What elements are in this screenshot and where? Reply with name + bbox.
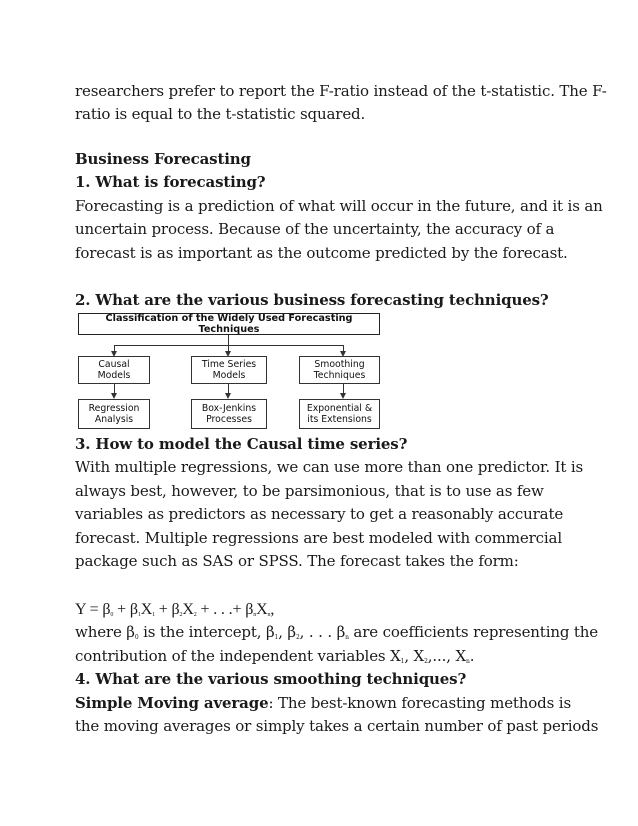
box-label: Models [97,370,131,381]
box-label: Regression [88,402,140,414]
text-line [75,692,570,715]
term-definition: : The best-known forecasting methods is [268,693,571,712]
text-line: always best, however, to be parsimonious, that is to use as few [75,481,544,500]
text-line: contribution of the independent variables $X_1$, $X_2$,..., $X_n$. [75,646,475,665]
question-heading: 2. What are the various business forecasting techniques? [75,291,549,309]
text-line: where $\beta_0$ is the intercept, $\beta_1$, $\beta_2$, . . . $\beta_n$ are coefficients representing the [75,623,599,642]
diagram-title: Classification of the Widely Used Forecasting Techniques [105,312,353,335]
text-line: forecast. Multiple regressions are best modeled with commercial [75,528,562,547]
text-line: researchers prefer to report the F-ratio instead of the t-statistic. The F- [75,82,607,100]
text-line: Forecasting is a prediction of what will occur in the future, and it is an [75,196,603,215]
text-line: package such as SAS or SPSS. The forecast takes the form: [75,551,519,570]
box-label: Techniques [313,370,366,381]
box-label: Exponential & [306,402,373,414]
box-label: Box-Jenkins [201,402,257,414]
question-3-section [75,433,584,573]
forecasting-classification-diagram [78,313,382,431]
causal-models-box [78,356,150,384]
intro-paragraph [75,80,607,127]
forecasting-section [75,148,603,265]
diagram-title-box [78,313,380,335]
smoothing-techniques-box [299,356,380,384]
question-heading: 4. What are the various smoothing techniques? [75,670,467,689]
time-series-models-box [191,356,267,384]
question-2 [75,289,570,312]
box-label: Smoothing [314,358,365,370]
section-title: Business Forecasting [75,150,251,168]
text-line: ratio is equal to the t-statistic squared. [75,105,366,124]
box-jenkins-box [191,399,267,429]
box-label: Causal [98,358,130,370]
box-label: Processes [206,414,252,425]
question-heading: 1. What is forecasting? [75,173,266,192]
text-line: uncertain process. Because of the uncertainty, the accuracy of a [75,220,555,239]
equation-block [75,598,599,738]
box-label: Analysis [94,414,134,425]
exponential-box [299,399,380,429]
text-line: forecast is as important as the outcome predicted by the forecast. [75,243,568,262]
box-label: Models [212,370,246,381]
question-heading: 3. How to model the Causal time series? [75,435,408,453]
text-line: the moving averages or simply takes a certain number of past periods [75,716,599,735]
text-line: With multiple regressions, we can use more than one predictor. It is [75,458,584,477]
forecast-equation: $Y = \beta_0 + \beta_1X_1 + \beta_2X_2$ + . . .+ $\beta_nX_n$, [75,601,275,618]
box-label: Time Series [201,358,257,370]
text-line: variables as predictors as necessary to get a reasonably accurate [75,505,564,524]
regression-analysis-box [78,399,150,429]
box-label: its Extensions [307,414,372,425]
term-label: Simple Moving average [75,693,269,712]
